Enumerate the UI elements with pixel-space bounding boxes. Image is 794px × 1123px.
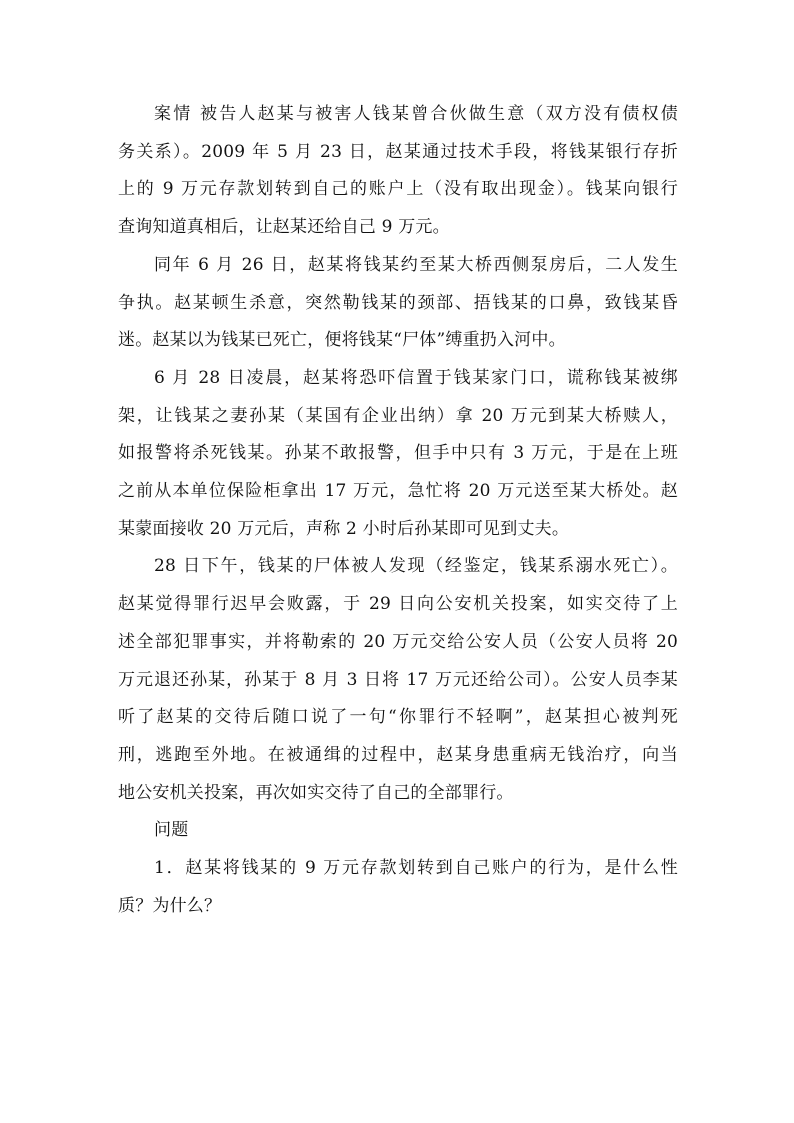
questions-heading [118, 812, 678, 850]
question-1 [118, 850, 678, 925]
text-line: 刑，逃跑至外地。在被通缉的过程中，赵某身患重病无钱治疗，向当 [118, 744, 678, 765]
text-line: 如报警将杀死钱某。孙某不敢报警，但手中只有 3 万元，于是在上班 [118, 443, 678, 464]
paragraph-june-28 [118, 360, 678, 549]
text-line: 上的 9 万元存款划转到自己的账户上（没有取出现金）。钱某向银行 [118, 179, 678, 200]
text-line: 赵某觉得罪行迟早会败露，于 29 日向公安机关投案，如实交待了上 [118, 594, 678, 615]
text-line: 架，让钱某之妻孙某（某国有企业出纳）拿 20 万元到某大桥赎人， [118, 405, 678, 426]
text-line: 之前从本单位保险柜拿出 17 万元，急忙将 20 万元送至某大桥处。赵 [118, 481, 678, 502]
text-line: 6 月 28 日凌晨，赵某将恐吓信置于钱某家门口，谎称钱某被绑 [154, 367, 678, 388]
text-line: 质？为什么？ [118, 895, 222, 916]
paragraph-june-26 [118, 247, 678, 360]
text-line: 案情 被告人赵某与被害人钱某曾合伙做生意（双方没有债权债 [154, 104, 678, 124]
text-line: 地公安机关投案，再次如实交待了自己的全部罪行。 [118, 782, 514, 803]
paragraph-case-facts [118, 96, 678, 247]
text-line: 同年 6 月 26 日，赵某将钱某约至某大桥西侧泵房后，二人发生 [154, 254, 678, 275]
text-line: 查询知道真相后，让赵某还给自己 9 万元。 [118, 217, 450, 238]
text-line: 听了赵某的交待后随口说了一句“你罪行不轻啊”，赵某担心被判死 [118, 707, 678, 728]
text-line: 务关系）。2009 年 5 月 23 日，赵某通过技术手段，将钱某银行存折 [118, 141, 678, 162]
text-line: 万元退还孙某，孙某于 8 月 3 日将 17 万元还给公司）。公安人员李某 [118, 669, 678, 690]
document-body [118, 96, 678, 925]
text-line: 1．赵某将钱某的 9 万元存款划转到自己账户的行为，是什么性 [154, 858, 678, 879]
text-line: 争执。赵某顿生杀意，突然勒钱某的颈部、捂钱某的口鼻，致钱某昏 [118, 292, 678, 313]
paragraph-28th-afternoon [118, 548, 678, 812]
text-line: 问题 [154, 820, 189, 841]
text-line: 述全部犯罪事实，并将勒索的 20 万元交给公安人员（公安人员将 20 [118, 631, 678, 652]
text-line: 某蒙面接收 20 万元后，声称 2 小时后孙某即可见到丈夫。 [118, 518, 570, 539]
text-line: 28 日下午，钱某的尸体被人发现（经鉴定，钱某系溺水死亡）。 [154, 556, 678, 577]
text-line: 迷。赵某以为钱某已死亡，便将钱某“尸体”缚重扔入河中。 [118, 330, 566, 351]
